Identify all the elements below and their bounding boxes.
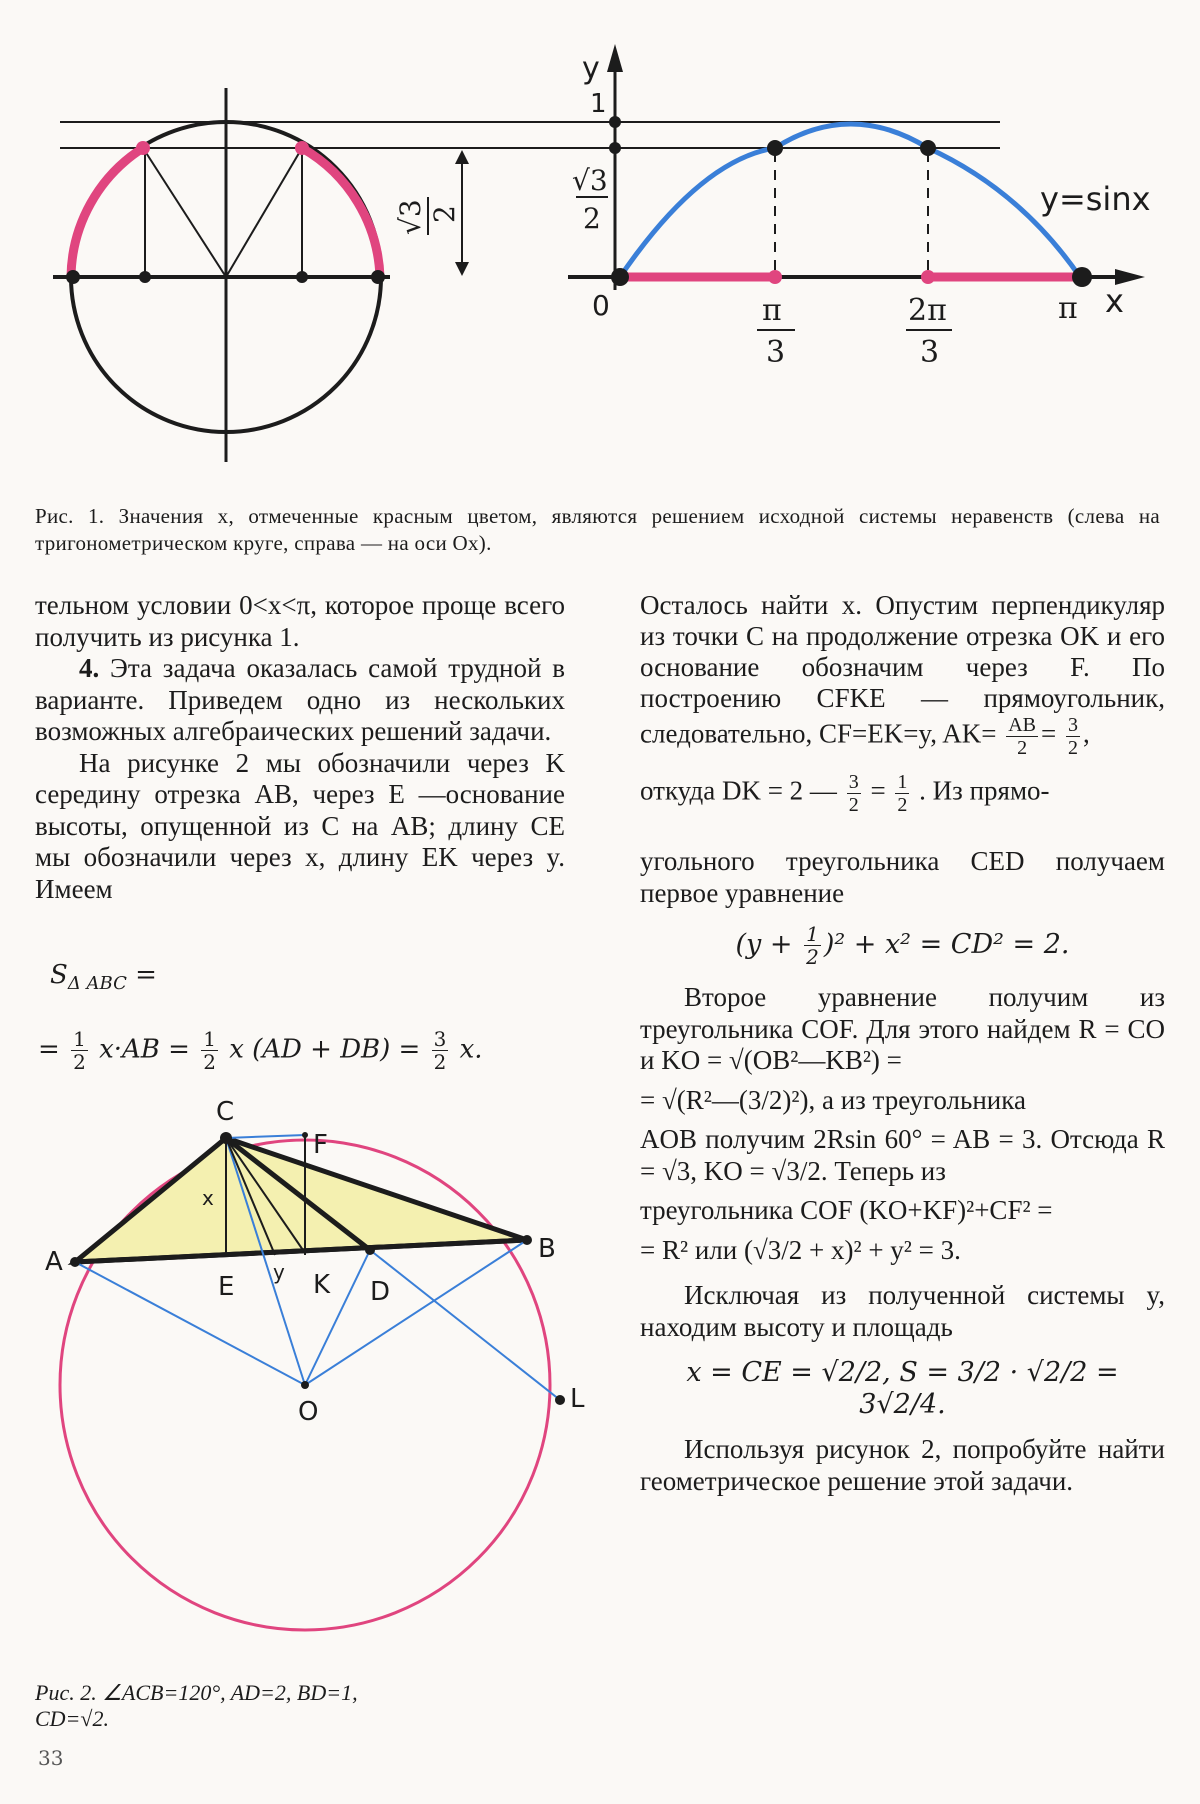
left-p1: тельном условии 0<x<π, которое проще всего получить из рисунка 1. (35, 590, 565, 652)
segment-x: x (202, 1186, 214, 1210)
right-column (640, 590, 1165, 1497)
right-p7: треугольника COF (KO+KF)²+CF² = (640, 1195, 1053, 1225)
segment-y: y (273, 1260, 285, 1284)
right-p3: угольного треугольника CED получаем первое уравнение (640, 846, 1165, 908)
equation-3: x = CE = √2/2, S = 3/2 · √2/2 = 3√2/4. (686, 1357, 1119, 1420)
right-p9: Исключая из полученной системы y, находим высоту и площадь (640, 1280, 1165, 1342)
svg-text:2: 2 (428, 205, 461, 223)
left-column (35, 590, 565, 905)
page-number: 33 (38, 1746, 64, 1770)
label-2pi3-den: 3 (920, 335, 940, 370)
right-p10: Используя рисунок 2, попробуйте найти геометрическое решение этой задачи. (640, 1434, 1165, 1496)
left-p3: На рисунке 2 мы обозначили через K середину отрезка AB, через E —основание высоты, опущенной из C на AB; длину CE мы обозначили через x, длину EK через y. Имеем (35, 747, 565, 904)
right-p6: AOB получим 2Rsin 60° = AB = 3. Отсюда R = √3, KO = √3/2. Теперь из (640, 1124, 1165, 1186)
figure-2-caption: Рис. 2. ∠ACB=120°, AD=2, BD=1, CD=√2. (35, 1680, 358, 1731)
label-2pi3-num: 2π (908, 293, 947, 328)
label-curve: y=sinx (1040, 180, 1151, 218)
figure-2 (30, 1095, 630, 1675)
solution-arc-left (71, 148, 143, 277)
label-1: 1 (590, 89, 607, 119)
point-D: D (370, 1277, 391, 1307)
point-F: F (313, 1130, 328, 1160)
area-formula-line2: = $\frac{1}{2}$ x·AB = $\frac{1}{2}$ x (AD + DB) = $\frac{3}{2}$ x. (38, 1027, 483, 1074)
point-L: L (570, 1384, 585, 1414)
right-p1: Осталось найти x. Опустим перпендикуляр из точки C на продолжение отрезка OK и его основание обозначим через F. По построению CFKE — прямоугольник, следовательно, CF=EK=y, AK= $\frac{AB}{2}$ = $\frac{3}{2}$ , (640, 590, 1165, 759)
figure-1-caption: Рис. 1. Значения x, отмеченные красным цветом, являются решением исходной системы неравенств (слева на тригонометрическом круге, справа — на оси Ox). (35, 504, 1160, 555)
point-C: C (216, 1097, 235, 1127)
sine-curve (620, 124, 1080, 277)
point-K: K (313, 1270, 331, 1300)
label-pi3-num: π (762, 293, 782, 328)
point-O: O (298, 1397, 319, 1427)
label-pi3-den: 3 (766, 335, 786, 370)
point-A: A (45, 1247, 63, 1277)
point-E: E (218, 1272, 235, 1302)
right-p2: откуда DK = 2 — $\frac{3}{2}$ = $\frac{1}{2}$ . Из прямо- (640, 771, 1050, 816)
label-pi: π (1058, 291, 1078, 326)
label-x: x (1105, 282, 1124, 320)
label-sqrt3: √3 (572, 164, 608, 197)
equation-1: (y + $\frac{1}{2}$ )² + x² = CD² = 2. (735, 922, 1070, 969)
right-p4: Второе уравнение получим из треугольника COF. Для этого найдем R = CO и KO = √(OB²—KB²) = (640, 982, 1165, 1075)
left-p2: 4. Эта задача оказалась самой трудной в варианте. Приведем одно из нескольких возможных алгебраических решений задачи. (35, 653, 565, 746)
solution-arc-right (302, 148, 380, 277)
label-2: 2 (583, 202, 601, 235)
figure-1 (0, 0, 1200, 500)
sqrt3-2-label-rotated: √3 (394, 199, 427, 235)
area-formula-line1: $S_{\Delta ABC}$ = (50, 960, 157, 995)
point-B: B (538, 1234, 556, 1264)
right-p8: = R² или (√3/2 + x)² + y² = 3. (640, 1234, 961, 1265)
label-origin: 0 (592, 289, 610, 322)
right-p5: = √(R²—(3/2)²), а из треугольника (640, 1084, 1026, 1115)
label-y: y (582, 51, 600, 86)
